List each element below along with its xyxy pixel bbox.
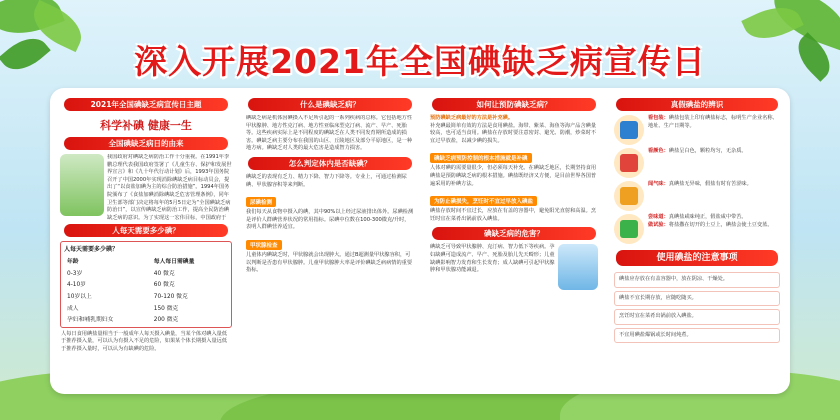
tip-text: 碘盐不宜长期存放，应随吃随买。: [619, 294, 697, 301]
table-header: 每人每日需碘量: [153, 259, 195, 266]
what-text: 碘缺乏病是机体因碘摄入不足所引起的一系列疾病的总称。它包括地方性甲状腺肿、地方性克汀病、地方性亚临床型克汀病、流产、早产、死胎等。这些疾病实际上是不同程度的碘缺乏在人类不同发育期所造成的损害。碘缺乏病主要分布在我国的山区、丘陵地区及部分平原地区，是一种地方病。碘缺乏对人类的最大危害是造成智力损害。: [246, 115, 413, 152]
item-label: 看颜色：: [648, 148, 669, 154]
harm-heading: 碘缺乏病的危害？: [432, 227, 596, 240]
urine-test-text: 我们每天从食物中摄入的碘，其中90%以上经过尿液排出体外。尿碘检测是评价人群碘营养状况的常用指标。尿碘中位数在100-300微克/升时，表明人群碘营养适宜。: [246, 209, 414, 231]
harm-text: 碘缺乏可导致甲状腺肿、克汀病、智力低下等疾病。孕妇缺碘可造成流产、早产、死胎及胎儿先天畸形；儿童缺碘影响智力发育和生长发育；成人缺碘可引起甲状腺肿和甲状腺功能减退。: [430, 244, 555, 274]
fake-salt-heading: 真假碘盐的辨识: [616, 98, 778, 111]
fake-salt-item: [614, 181, 780, 211]
fake-salt-item: [614, 214, 780, 244]
column-3: [424, 96, 604, 390]
fake-salt-item: [614, 148, 780, 178]
tip-item: [614, 328, 780, 344]
what-heading: 什么是碘缺乏病？: [248, 98, 412, 111]
table-cell: 0-3岁: [67, 270, 83, 277]
table-row: [64, 301, 228, 313]
table-cell: 10岁以上: [67, 294, 92, 301]
item-label: 尝味道：: [648, 214, 669, 220]
tip-text: 烹饪时宜在菜肴出锅前放入碘盐。: [619, 313, 697, 320]
cooking-tip-label: 为防止碘损失，烹饪时不宜过早放入碘盐: [430, 196, 537, 206]
prevent-measure-text: 人体对碘的需要量很少，但必须每天补充。在碘缺乏地区，长期坚持食用碘盐是预防碘缺乏病的根本措施。碘盐既经济又方便，是目前世界各国普遍采用的补碘方法。: [430, 165, 597, 187]
prevent-title: 预防碘缺乏病最好的方法是补充碘。: [430, 115, 514, 121]
thyroid-check-label: 甲状腺检查: [246, 240, 282, 250]
salt-bag-icon: [614, 214, 644, 244]
column-2: [240, 96, 420, 390]
table-title: 人每天需要多少碘？: [64, 246, 119, 253]
hospital-illustration: [558, 244, 598, 290]
doctor-illustration: [60, 154, 104, 216]
item-label: 看包装：: [648, 115, 669, 121]
salt-bag-icon: [614, 181, 644, 211]
theme-slogan: 科学补碘 健康一生: [100, 119, 192, 132]
tip-item: [614, 309, 780, 325]
table-row: [64, 313, 228, 325]
prevent-text: 补充碘最简单有效的方法是食用碘盐。海带、紫菜、海鱼等海产品含碘量较高，也可适当食用。碘盐在存放时要注意密封、避光、防潮，炒菜时不宜过早放盐，以减少碘的损失。: [430, 122, 597, 144]
judge-text: 碘缺乏的表现有乏力、精力下降、智力下降等。专业上，可通过检测尿碘、甲状腺容积等来判断。: [246, 173, 407, 188]
thyroid-check-text: 儿童体内碘缺乏时，甲状腺就会出现肿大。通过B超测量甲状腺容积，可以判断是否患有甲状腺肿。儿童甲状腺肿大率是评价碘缺乏病病情的重要指标。: [246, 251, 413, 274]
table-cell: 70-120 微克: [153, 294, 188, 301]
table-cell: 60 微克: [153, 282, 175, 289]
table-cell: 40 微克: [153, 270, 175, 277]
table-row: [64, 278, 228, 290]
item-text: 将盐撒在切开的土豆上，碘盐会使土豆变蓝。: [668, 221, 773, 228]
origin-text: 我国政府对碘缺乏病防治工作十分重视。在1991年李鹏总理代表我国政府签署了《儿童生存、保护和发展世界宣言》和《九十年代行动计划》后，1993年国务院召开了中国2000年实现消除碘缺乏病目标动员会，提出了“以食盐加碘为主的综合防治措施”。1994年国务院颁布了《食盐加碘消除碘缺乏危害管理条例》，同年卫生部等部门决定将每年的5月5日定为“全国碘缺乏病防治日”，以宣传碘缺乏病防治工作，提高全民防治碘缺乏病的意识。为了实现这一宏伟目标，中国政府于: [107, 154, 232, 220]
judge-heading: 怎么判定体内是否缺碘？: [248, 157, 412, 170]
item-label: 做试验：: [648, 221, 669, 228]
cooking-tip-text: 碘盐存放时间不宜过长，应放在有盖的容器中，避免阳光直射和高温。烹饪时宜在菜肴出锅前放入碘盐。: [430, 208, 597, 222]
item-text: 真碘盐咸味纯正，假盐咸中带苦。: [668, 214, 747, 220]
table-cell: 150 微克: [153, 305, 179, 312]
iodine-table: [64, 255, 228, 325]
table-row: [64, 267, 228, 279]
theme-heading: 2021年全国碘缺乏病宣传日主题: [64, 98, 228, 111]
table-cell: 成人: [67, 305, 79, 312]
salt-bag-icon: [614, 148, 644, 178]
tip-item: [614, 272, 780, 288]
origin-heading: 全国碘缺乏病日的由来: [64, 137, 228, 150]
column-4: [608, 96, 786, 390]
column-1: [56, 96, 236, 390]
item-text: 碘盐包装上印有碘盐标志，标明生产企业名称、地址、生产日期等。: [648, 115, 778, 129]
urine-test-label: 尿碘检测: [246, 197, 276, 207]
table-cell: 200 微克: [153, 317, 179, 324]
salt-bag-icon: [614, 115, 644, 145]
table-row: [64, 290, 228, 302]
tip-text: 不宜用碘盐爆锅或长时间炖煮。: [619, 331, 692, 338]
need-text: 人每日食用碘盐量相当于一般成年人每天摄入碘量，当某个体对碘入量低于推荐摄入量，可以认为有摄入不足的危险，如果某个体长期摄入量远低于推荐摄入量时，可以认为有缺碘的危险。: [61, 330, 228, 352]
table-cell: 4-10岁: [67, 282, 86, 289]
need-heading: 人每天需要多少碘？: [64, 224, 228, 237]
item-text: 真碘盐无异味，假盐有时有苦涩味。: [668, 181, 752, 187]
table-header: 年龄: [67, 259, 79, 266]
fake-salt-list: [608, 115, 786, 244]
prevent-heading: 如何让预防碘缺乏病？: [432, 98, 596, 111]
fake-salt-item: [614, 115, 780, 145]
tips-heading: 使用碘盐的注意事项: [616, 250, 778, 266]
table-cell: 孕妇和哺乳期妇女: [67, 317, 114, 324]
item-text: 碘盐呈白色，颗粒均匀，无杂质。: [668, 148, 747, 154]
page-title: 深入开展2021年全国碘缺乏病宣传日: [134, 42, 706, 81]
prevent-measure-label: 碘缺乏病预防控制的根本措施就是补碘: [430, 153, 532, 163]
tip-text: 碘盐应存放在有盖容器中，放在阴凉、干燥处。: [619, 276, 728, 282]
item-label: 闻气味：: [648, 181, 669, 187]
iodine-table-box: [60, 241, 232, 328]
tip-item: [614, 291, 780, 307]
